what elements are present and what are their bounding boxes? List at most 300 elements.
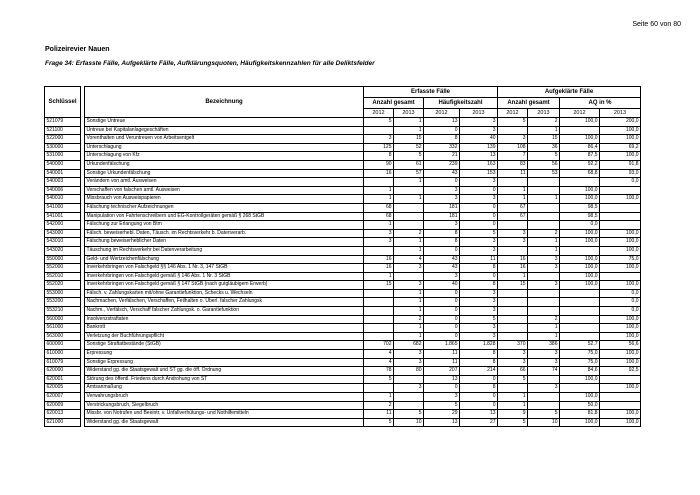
row-key: 600000 xyxy=(45,341,81,350)
row-description: Amtsanmaßung xyxy=(85,384,364,393)
row-value xyxy=(498,126,528,135)
row-value: 1 xyxy=(394,246,424,255)
row-value: 0 xyxy=(460,186,498,195)
row-value: 3 xyxy=(460,126,498,135)
row-key: 620001 xyxy=(45,375,81,384)
row-value: 11 xyxy=(424,358,460,367)
row-value xyxy=(528,375,560,384)
row-value xyxy=(498,221,528,230)
row-description: Täuschung im Rechtsverkehr bei Datenverarbeitung xyxy=(85,246,364,255)
row-value: 1 xyxy=(528,332,560,341)
row-value xyxy=(498,178,528,187)
row-value xyxy=(528,186,560,195)
table-row xyxy=(45,255,641,264)
row-value: 16 xyxy=(364,255,394,264)
row-value: 84,6 xyxy=(560,367,600,376)
row-value xyxy=(528,272,560,281)
year-header: 2012 xyxy=(424,109,460,118)
row-value: 68,8 xyxy=(560,169,600,178)
row-value: 8 xyxy=(460,384,498,393)
row-key: 620005 xyxy=(45,384,81,393)
row-value: 125 xyxy=(364,143,394,152)
row-key: 530000 xyxy=(45,143,81,152)
row-value: 3 xyxy=(498,229,528,238)
row-description: Missbr. von Notrufen und Beeintr. v. Unfallverhütungs- und Nothilfemitteln xyxy=(85,410,364,419)
row-value: 100,0 xyxy=(600,350,641,359)
row-key: 621000 xyxy=(45,418,81,427)
row-value xyxy=(498,332,528,341)
row-value: 100,0 xyxy=(560,393,600,402)
row-value: 50,0 xyxy=(560,401,600,410)
row-value: 3 xyxy=(498,350,528,359)
row-description: Inverkehrbringen von Falschgeld §§ 146 Abs. 1 Nr. 3, 147 StGB xyxy=(85,264,364,273)
row-value: 100,0 xyxy=(600,195,641,204)
row-value: 7 xyxy=(498,152,528,161)
row-value: 3 xyxy=(460,332,498,341)
row-value: 5 xyxy=(460,229,498,238)
row-key: 620013 xyxy=(45,410,81,419)
row-value: 0 xyxy=(460,401,498,410)
row-description: Missbrauch von Ausweispapieren xyxy=(85,195,364,204)
row-description: Manipulation von Fahrtenschreibern und EG-Kontrollgeräten gemäß § 268 StGB xyxy=(85,212,364,221)
row-value: 0 xyxy=(424,307,460,316)
row-description: Fälschung technischer Aufzeichnungen xyxy=(85,203,364,212)
row-value: 66 xyxy=(498,367,528,376)
row-value: 36 xyxy=(528,143,560,152)
row-description: Verstrickungsbruch, Siegelbruch xyxy=(85,401,364,410)
row-value: 29 xyxy=(424,410,460,419)
row-description: Geld- und Wertzeichenfälschung xyxy=(85,255,364,264)
row-value: 0,0 xyxy=(560,221,600,230)
row-value: 100,0 xyxy=(600,229,641,238)
row-value xyxy=(560,332,600,341)
row-value: 10 xyxy=(528,418,560,427)
row-value xyxy=(498,246,528,255)
table-row xyxy=(45,212,641,221)
row-value xyxy=(394,221,424,230)
row-description: Erpressung xyxy=(85,350,364,359)
row-value: 0 xyxy=(460,221,498,230)
row-value: 163 xyxy=(460,160,498,169)
row-value: 67 xyxy=(498,212,528,221)
row-value: 92,2 xyxy=(560,160,600,169)
row-description: Verwahrungsbruch xyxy=(85,393,364,402)
row-value: 239 xyxy=(424,160,460,169)
row-value: 386 xyxy=(528,341,560,350)
row-value: 1.828 xyxy=(460,341,498,350)
row-key: 610000 xyxy=(45,350,81,359)
row-value: 8 xyxy=(424,229,460,238)
row-value xyxy=(364,307,394,316)
table-row xyxy=(45,332,641,341)
row-value: 1 xyxy=(364,195,394,204)
table-row xyxy=(45,341,641,350)
row-value: 16 xyxy=(364,169,394,178)
row-key: 553000 xyxy=(45,289,81,298)
row-value: 3 xyxy=(394,350,424,359)
row-value: 1 xyxy=(394,298,424,307)
table-row xyxy=(45,186,641,195)
row-value: 5 xyxy=(394,410,424,419)
row-value: 5 xyxy=(498,118,528,127)
row-value: 53 xyxy=(528,169,560,178)
row-value: 13 xyxy=(460,152,498,161)
row-description: Insolvenzstraftaten xyxy=(85,315,364,324)
row-value: 100,0 xyxy=(560,272,600,281)
row-value: 80 xyxy=(394,367,424,376)
row-value: 5 xyxy=(498,375,528,384)
row-value: 3 xyxy=(394,384,424,393)
row-value: 682 xyxy=(394,341,424,350)
row-key: 553210 xyxy=(45,307,81,316)
row-value: 61 xyxy=(394,160,424,169)
row-value: 100,0 xyxy=(600,264,641,273)
row-key: 553200 xyxy=(45,298,81,307)
row-value xyxy=(364,298,394,307)
row-value: 11 xyxy=(460,255,498,264)
row-value: 3 xyxy=(394,358,424,367)
year-header: 2013 xyxy=(528,109,560,118)
row-value: 13 xyxy=(424,118,460,127)
row-value: 74 xyxy=(528,367,560,376)
row-value: 3 xyxy=(498,358,528,367)
row-value: 100,0 xyxy=(560,418,600,427)
row-value: 100,0 xyxy=(600,418,641,427)
row-value: 1 xyxy=(394,332,424,341)
row-value: 13 xyxy=(424,418,460,427)
table-row xyxy=(45,367,641,376)
row-key: 541000 xyxy=(45,203,81,212)
row-value: 702 xyxy=(364,341,394,350)
table-row xyxy=(45,384,641,393)
row-value: 3 xyxy=(528,350,560,359)
table-row xyxy=(45,126,641,135)
row-value: 8 xyxy=(460,350,498,359)
row-value: 2 xyxy=(528,315,560,324)
row-value: 5 xyxy=(528,152,560,161)
row-description: Sonstige Erpressung xyxy=(85,358,364,367)
row-value: 332 xyxy=(424,143,460,152)
row-value: 100,0 xyxy=(560,135,600,144)
row-value: 1.865 xyxy=(424,341,460,350)
table-row xyxy=(45,289,641,298)
row-value: 100,0 xyxy=(600,358,641,367)
row-value: 1 xyxy=(394,126,424,135)
row-value: 108 xyxy=(498,143,528,152)
year-header: 2013 xyxy=(394,109,424,118)
row-value: 83 xyxy=(498,160,528,169)
row-value: 81,8 xyxy=(560,410,600,419)
row-key: 543010 xyxy=(45,238,81,247)
row-description: Sonstige Straftatbestände (StGB) xyxy=(85,341,364,350)
row-value: 1 xyxy=(498,401,528,410)
row-value xyxy=(528,401,560,410)
row-value: 3 xyxy=(364,238,394,247)
table-row xyxy=(45,315,641,324)
row-value: 0 xyxy=(424,289,460,298)
row-value xyxy=(600,393,641,402)
row-value: 100,0 xyxy=(560,186,600,195)
subheader-hz: Häufigkeitszahl xyxy=(424,98,498,109)
row-value: 8 xyxy=(460,358,498,367)
row-value: 3 xyxy=(394,264,424,273)
row-value xyxy=(600,186,641,195)
row-value: 21 xyxy=(424,152,460,161)
row-description: Verletzung der Buchführungspflicht xyxy=(85,332,364,341)
row-value: 0 xyxy=(424,315,460,324)
row-value xyxy=(560,384,600,393)
table-body xyxy=(45,118,641,427)
row-value: 75,0 xyxy=(560,358,600,367)
row-value xyxy=(364,246,394,255)
row-value: 0 xyxy=(424,246,460,255)
row-key: 522000 xyxy=(45,135,81,144)
row-value xyxy=(600,401,641,410)
row-value: 67 xyxy=(498,203,528,212)
row-value xyxy=(528,178,560,187)
row-value: 3 xyxy=(528,281,560,290)
row-value xyxy=(528,298,560,307)
row-key: 521079 xyxy=(45,118,81,127)
row-value: 92,5 xyxy=(600,367,641,376)
row-value: 2 xyxy=(394,315,424,324)
row-value xyxy=(364,178,394,187)
table-row xyxy=(45,169,641,178)
row-value: 1 xyxy=(498,186,528,195)
row-description: Fälsch. beweiserhebl. Daten, Täusch. im Rechtsverkehr b. Datenverarb. xyxy=(85,229,364,238)
row-value xyxy=(498,384,528,393)
organization-name: Polizeirevier Nauen xyxy=(45,46,110,53)
row-value xyxy=(560,289,600,298)
row-value xyxy=(560,307,600,316)
row-value xyxy=(364,332,394,341)
row-value: 100,0 xyxy=(600,152,641,161)
row-value xyxy=(600,212,641,221)
row-value: 5 xyxy=(394,152,424,161)
row-value: 1 xyxy=(528,324,560,333)
row-value: 3 xyxy=(364,229,394,238)
row-value: 8 xyxy=(424,135,460,144)
row-description: Inverkehrbringen von Falschgeld gemäß § 146 Abs. 1 Nr. 3 StGB xyxy=(85,272,364,281)
row-key: 563000 xyxy=(45,332,81,341)
row-value xyxy=(498,315,528,324)
row-key: 540003 xyxy=(45,178,81,187)
row-value: 90 xyxy=(364,160,394,169)
row-value: 91,8 xyxy=(600,160,641,169)
row-value: 78 xyxy=(364,367,394,376)
subheader-anzahl: Anzahl gesamt xyxy=(364,98,424,109)
row-value: 1 xyxy=(528,238,560,247)
row-value: 1 xyxy=(394,307,424,316)
table-row xyxy=(45,324,641,333)
row-value: 200,0 xyxy=(600,118,641,127)
row-value xyxy=(528,393,560,402)
row-value: 68 xyxy=(364,203,394,212)
row-value: 100,0 xyxy=(560,195,600,204)
row-description: Widerstand gg. die Staatsgewalt und ST gg. die öff. Ordnung xyxy=(85,367,364,376)
row-value: 1 xyxy=(364,186,394,195)
table-row xyxy=(45,143,641,152)
row-value: 0,0 xyxy=(600,307,641,316)
row-value: 3 xyxy=(460,289,498,298)
table-row xyxy=(45,203,641,212)
row-value xyxy=(394,393,424,402)
row-description: Bankrott xyxy=(85,324,364,333)
row-value: 3 xyxy=(498,238,528,247)
col-header-key: Schlüssel xyxy=(45,87,81,118)
row-value: 3 xyxy=(528,255,560,264)
row-value: 153 xyxy=(460,169,498,178)
row-value: 16 xyxy=(364,264,394,273)
row-value: 0 xyxy=(424,126,460,135)
row-value xyxy=(498,289,528,298)
table-row xyxy=(45,401,641,410)
row-value xyxy=(560,324,600,333)
row-value: 3 xyxy=(528,384,560,393)
row-value: 98,5 xyxy=(560,203,600,212)
year-header: 2012 xyxy=(364,109,394,118)
row-value: 0 xyxy=(460,212,498,221)
row-value xyxy=(528,289,560,298)
row-value: 57 xyxy=(394,169,424,178)
row-value: 5 xyxy=(424,401,460,410)
table-row xyxy=(45,160,641,169)
row-description: Inverkehrbringen von Falschgeld gemäß § 147 StGB (nach gutgläubigem Erwerb) xyxy=(85,281,364,290)
row-value: 1 xyxy=(394,324,424,333)
row-value: 52 xyxy=(394,143,424,152)
row-value: 75,0 xyxy=(600,255,641,264)
row-value xyxy=(394,212,424,221)
row-key: 561000 xyxy=(45,324,81,333)
table-row xyxy=(45,264,641,273)
row-value: 40 xyxy=(460,135,498,144)
row-value xyxy=(364,315,394,324)
row-value: 100,0 xyxy=(600,238,641,247)
row-value: 100,0 xyxy=(600,281,641,290)
row-value xyxy=(600,375,641,384)
row-value: 100,0 xyxy=(560,238,600,247)
table-row xyxy=(45,195,641,204)
row-value: 181 xyxy=(424,212,460,221)
row-description: Urkundenfälschung xyxy=(85,160,364,169)
report-title: Frage 34: Erfasste Fälle, Aufgeklärte Fälle, Aufklärungsquoten, Häufigkeitskennzahlen für alle Deliktsfelder xyxy=(45,60,375,67)
row-value: 4 xyxy=(394,255,424,264)
row-value: 100,0 xyxy=(560,264,600,273)
row-key: 552010 xyxy=(45,272,81,281)
col-header-desc: Bezeichnung xyxy=(85,87,364,118)
row-value xyxy=(498,324,528,333)
row-value: 8 xyxy=(424,238,460,247)
table-row xyxy=(45,246,641,255)
row-value xyxy=(528,203,560,212)
row-value: 15 xyxy=(394,135,424,144)
row-value: 1 xyxy=(364,221,394,230)
row-value: 1 xyxy=(394,118,424,127)
row-key: 620009 xyxy=(45,401,81,410)
row-value: 98,5 xyxy=(560,212,600,221)
row-value: 100,0 xyxy=(560,375,600,384)
table-row xyxy=(45,229,641,238)
row-value: 100,0 xyxy=(560,255,600,264)
row-value: 370 xyxy=(498,341,528,350)
row-value: 5 xyxy=(460,315,498,324)
row-value: 8 xyxy=(364,152,394,161)
row-description: Unterschlagung von Kfz xyxy=(85,152,364,161)
year-header: 2012 xyxy=(498,109,528,118)
row-value xyxy=(498,298,528,307)
table-row xyxy=(45,418,641,427)
year-header: 2013 xyxy=(600,109,641,118)
row-value: 56,6 xyxy=(600,341,641,350)
row-value xyxy=(560,178,600,187)
row-value xyxy=(560,315,600,324)
row-value: 11 xyxy=(498,169,528,178)
row-description: Störung des öffentl. Friedens durch Androhung von ST xyxy=(85,375,364,384)
row-key: 540006 xyxy=(45,186,81,195)
row-value xyxy=(560,246,600,255)
row-value: 0,0 xyxy=(600,298,641,307)
row-value: 75,0 xyxy=(560,350,600,359)
table-row xyxy=(45,118,641,127)
subheader-aq: AQ in % xyxy=(560,98,641,109)
table-row xyxy=(45,152,641,161)
table-row xyxy=(45,135,641,144)
row-description: Vorenthalten und Veruntreuen von Arbeitsentgelt xyxy=(85,135,364,144)
row-value: 5 xyxy=(364,418,394,427)
row-value: 2 xyxy=(528,118,560,127)
row-value: 1 xyxy=(528,246,560,255)
group-header-aufgeklaert: Aufgeklärte Fälle xyxy=(498,87,641,98)
row-value xyxy=(600,203,641,212)
table-row xyxy=(45,238,641,247)
row-value: 52,7 xyxy=(560,341,600,350)
row-value: 5 xyxy=(498,418,528,427)
table-row xyxy=(45,298,641,307)
row-value: 16 xyxy=(498,264,528,273)
row-value xyxy=(364,289,394,298)
page-number: Seite 60 von 80 xyxy=(632,21,681,28)
row-description: Verschaffen von falschen amtl. Ausweisen xyxy=(85,186,364,195)
row-value: 0 xyxy=(460,375,498,384)
row-value: 11 xyxy=(364,410,394,419)
row-value: 0 xyxy=(460,203,498,212)
row-description: Nachm., Verfälsch, Verschaff falscher Zahlungsk. o. Garantiefunktion xyxy=(85,307,364,316)
row-description: Fälschung zur Erlangung von Btm xyxy=(85,221,364,230)
table-row xyxy=(45,281,641,290)
row-value: 5 xyxy=(528,410,560,419)
row-value: 15 xyxy=(498,281,528,290)
row-value xyxy=(394,401,424,410)
row-value: 1 xyxy=(394,289,424,298)
row-value xyxy=(364,384,394,393)
row-value: 1 xyxy=(394,195,424,204)
row-value: 0 xyxy=(460,272,498,281)
row-value: 1 xyxy=(498,195,528,204)
row-value: 3 xyxy=(498,135,528,144)
row-value: 1 xyxy=(364,272,394,281)
row-value: 40 xyxy=(424,281,460,290)
row-value xyxy=(394,375,424,384)
row-description: Untreue bei Kapitalanlagegeschäften xyxy=(85,126,364,135)
row-description: Verändern von amtl. Ausweisen xyxy=(85,178,364,187)
row-value: 100,0 xyxy=(560,281,600,290)
row-value: 0 xyxy=(424,178,460,187)
row-value xyxy=(364,126,394,135)
row-value: 207 xyxy=(424,367,460,376)
row-value: 4 xyxy=(364,358,394,367)
row-value: 3 xyxy=(424,195,460,204)
row-key: 560000 xyxy=(45,315,81,324)
